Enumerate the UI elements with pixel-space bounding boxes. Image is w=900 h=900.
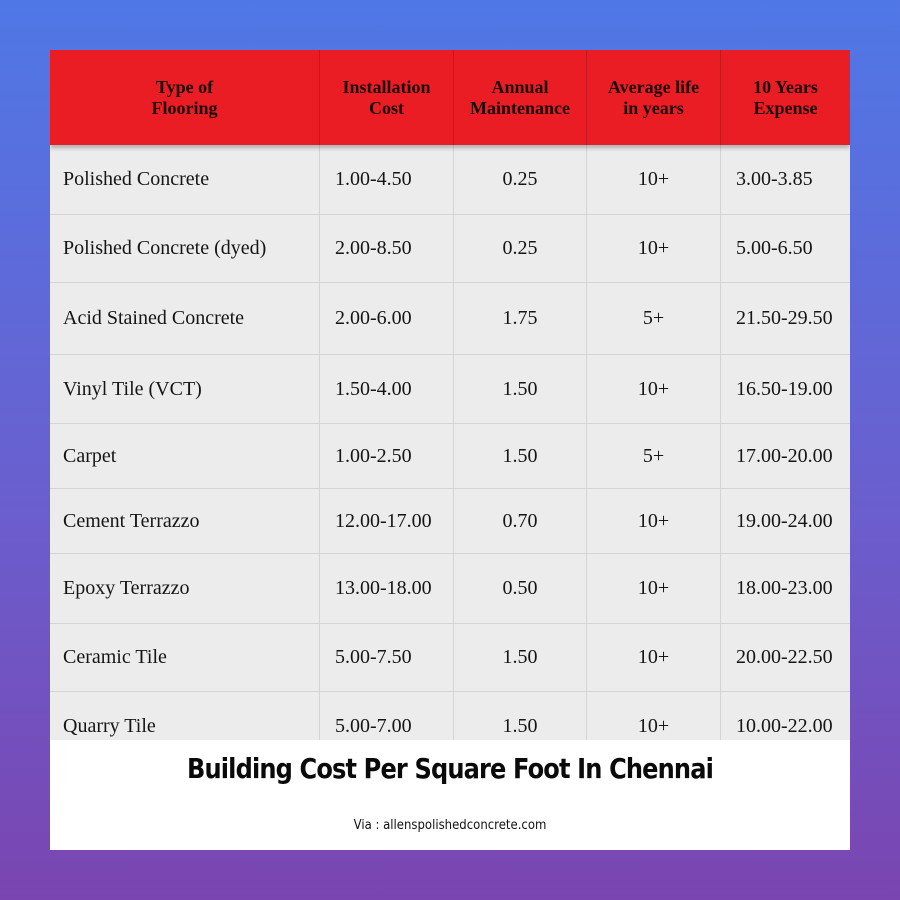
cell-average-life: 10+ xyxy=(587,215,721,282)
flooring-cost-card xyxy=(50,50,850,850)
cell-flooring-type: Quarry Tile xyxy=(50,692,320,761)
cell-ten-years-expense: 17.00-20.00 xyxy=(736,444,833,467)
cell-average-life: 5+ xyxy=(587,283,721,354)
cell-installation-cost: 2.00-8.50 xyxy=(320,215,454,282)
header-annual-maintenance: Annual Maintenance xyxy=(454,50,587,145)
table-header xyxy=(50,50,850,145)
cell-annual-maintenance: 1.50 xyxy=(454,424,587,488)
table-row xyxy=(50,554,850,624)
table-row xyxy=(50,215,850,283)
table-row xyxy=(50,424,850,489)
cell-flooring-type: Polished Concrete xyxy=(50,145,320,214)
cell-ten-years-expense: 16.50-19.00 xyxy=(736,377,833,400)
cell-average-life: 10+ xyxy=(587,355,721,423)
cell-flooring-type: Cement Terrazzo xyxy=(50,489,320,553)
table-row xyxy=(50,283,850,355)
cell-annual-maintenance: 1.50 xyxy=(454,692,587,761)
cell-installation-cost: 1.00-2.50 xyxy=(320,424,454,488)
cell-ten-years-expense: 18.00-23.00 xyxy=(736,577,833,599)
caption-box xyxy=(50,740,850,850)
cell-annual-maintenance: 0.50 xyxy=(454,554,587,623)
cell-installation-cost: 5.00-7.00 xyxy=(320,692,454,761)
table-row xyxy=(50,489,850,554)
cell-average-life: 10+ xyxy=(587,624,721,691)
table-row xyxy=(50,355,850,424)
cell-installation-cost: 1.50-4.00 xyxy=(320,355,454,423)
cell-ten-years-expense: 5.00-6.50 xyxy=(736,237,813,259)
image-title: Building Cost Per Square Foot In Chennai xyxy=(187,752,713,785)
cell-flooring-type: Carpet xyxy=(50,424,320,488)
header-ten-years-expense: 10 Years Expense xyxy=(753,76,818,118)
cell-annual-maintenance: 1.50 xyxy=(454,624,587,691)
cell-installation-cost: 2.00-6.00 xyxy=(320,283,454,354)
cell-average-life: 10+ xyxy=(587,145,721,214)
table-row xyxy=(50,145,850,215)
source-credit: Via : allenspolishedconcrete.com xyxy=(353,818,547,833)
cell-average-life: 10+ xyxy=(587,692,721,761)
cell-ten-years-expense: 3.00-3.85 xyxy=(736,168,813,190)
cell-ten-years-expense: 10.00-22.00 xyxy=(736,715,833,737)
header-type-of-flooring: Type of Flooring xyxy=(50,50,320,145)
cell-annual-maintenance: 0.25 xyxy=(454,215,587,282)
header-installation-cost: Installation Cost xyxy=(320,50,454,145)
cell-installation-cost: 5.00-7.50 xyxy=(320,624,454,691)
cell-installation-cost: 1.00-4.50 xyxy=(320,145,454,214)
cell-flooring-type: Epoxy Terrazzo xyxy=(50,554,320,623)
table-row xyxy=(50,624,850,692)
header-average-life: Average life in years xyxy=(587,50,721,145)
cell-flooring-type: Polished Concrete (dyed) xyxy=(50,215,320,282)
cell-installation-cost: 12.00-17.00 xyxy=(320,489,454,553)
cell-flooring-type: Acid Stained Concrete xyxy=(50,283,320,354)
cell-annual-maintenance: 1.75 xyxy=(454,283,587,354)
cell-ten-years-expense: 20.00-22.50 xyxy=(736,646,833,668)
table-body xyxy=(50,145,850,762)
cell-ten-years-expense: 19.00-24.00 xyxy=(736,509,833,532)
cell-annual-maintenance: 1.50 xyxy=(454,355,587,423)
cell-flooring-type: Vinyl Tile (VCT) xyxy=(50,355,320,423)
cell-average-life: 10+ xyxy=(587,489,721,553)
cell-ten-years-expense: 21.50-29.50 xyxy=(736,307,833,329)
cell-installation-cost: 13.00-18.00 xyxy=(320,554,454,623)
cell-average-life: 10+ xyxy=(587,554,721,623)
cell-average-life: 5+ xyxy=(587,424,721,488)
flooring-cost-table xyxy=(50,50,850,762)
cell-annual-maintenance: 0.70 xyxy=(454,489,587,553)
cell-annual-maintenance: 0.25 xyxy=(454,145,587,214)
cell-flooring-type: Ceramic Tile xyxy=(50,624,320,691)
